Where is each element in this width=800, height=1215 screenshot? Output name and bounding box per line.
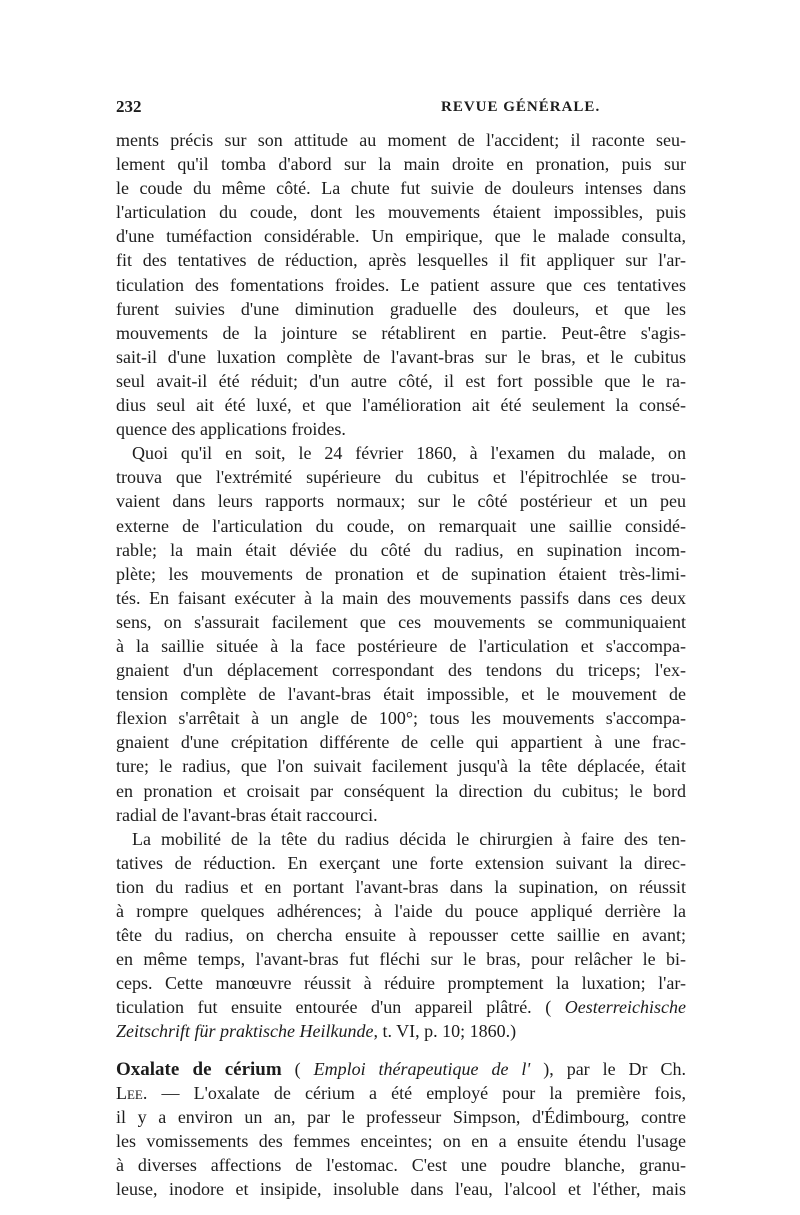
section-heading-line: Oxalate de cérium ( Emploi thérapeutique de l' ), par le Dr Ch.: [116, 1058, 687, 1080]
section-oxalate: [116, 1057, 686, 1202]
text-line: gnaient d'un déplacement correspondant des tendons du triceps; l'ex-: [116, 660, 686, 681]
text-line: tête du radius, on chercha ensuite à repousser cette saillie en avant;: [116, 925, 686, 946]
text-line: ticulation fut ensuite entourée d'un appareil plâtré. ( Oesterreichische: [116, 997, 687, 1018]
author-name: Lee.: [116, 1082, 148, 1103]
text-line: d'une tuméfaction considérable. Un empirique, que le malade consulta,: [116, 226, 686, 247]
text-line: gnaient d'une crépitation différente de celle qui appartient à une frac-: [116, 732, 686, 753]
text-line: vaient dans leurs rapports normaux; sur le côté postérieur et un peu: [116, 491, 686, 512]
text-line: radial de l'avant-bras était raccourci.: [116, 804, 378, 825]
text-line: fit des tentatives de réduction, après lesquelles il fit appliquer sur l'ar-: [116, 250, 686, 271]
text-line: sens, on s'assurait facilement que ces mouvements se communiquaient: [116, 611, 686, 632]
text-line: externe de l'articulation du coude, on remarquait une saillie considé-: [116, 515, 686, 536]
text-line: trouva que l'extrémité supérieure du cubitus et l'épitrochlée se trou-: [116, 467, 686, 488]
text-line: les vomissements des femmes enceintes; on en a ensuite étendu l'usage: [116, 1130, 686, 1151]
text-line: ments précis sur son attitude au moment de l'accident; il raconte seu-: [116, 130, 686, 150]
text-line: tension complète de l'avant-bras était impossible, et le mouvement de: [116, 684, 686, 705]
text-line: plète; les mouvements de pronation et de supination étaient très-limi-: [116, 563, 686, 584]
citation-line: [116, 1019, 686, 1043]
paragraph-2: [116, 441, 686, 827]
text-line: sait-il d'une luxation complète de l'avant-bras sur le bras, et le cubitus: [116, 346, 686, 367]
text-line: leuse, inodore et insipide, insoluble dans l'eau, l'alcool et l'éther, mais: [116, 1179, 686, 1200]
text-line: le coude du même côté. La chute fut suivie de douleurs intenses dans: [116, 178, 686, 199]
text-line: ture; le radius, que l'on suivait facilement jusqu'à la tête déplacée, était: [116, 756, 686, 777]
page-header: [116, 97, 686, 127]
text-line: à la saillie située à la face postérieure de l'articulation et s'accompa-: [116, 635, 686, 656]
text-line: il y a environ un an, par le professeur Simpson, d'Édimbourg, contre: [116, 1106, 686, 1127]
text-segment: — L'oxalate de cérium a été employé pour la première fois,: [161, 1082, 686, 1103]
text-line: tés. En faisant exécuter à la main des mouvements passifs dans ces deux: [116, 587, 686, 608]
text-line: quence des applications froides.: [116, 419, 346, 440]
text-line: dius seul ait été luxé, et que l'amélioration ait été seulement la consé-: [116, 395, 686, 416]
running-title: REVUE GÉNÉRALE.: [441, 99, 601, 115]
text-segment: ticulation fut ensuite entourée d'un appareil plâtré.: [116, 997, 532, 1018]
section-subtitle: Emploi thérapeutique de l': [313, 1058, 531, 1079]
text-line: mouvements de la jointure se rétablirent en partie. Peut-être s'agis-: [116, 322, 686, 343]
section-title: Oxalate de cérium: [116, 1058, 282, 1080]
text-line: tatives de réduction. En exerçant une forte extension suivant la direc-: [116, 852, 686, 873]
text-line: en pronation et croisait par conséquent la direction du cubitus; le bord: [116, 780, 686, 801]
text-line: flexion s'arrêtait à un angle de 100°; tous les mouvements s'accompa-: [116, 708, 686, 729]
text-line: seul avait-il été réduit; d'un autre côté, il est fort possible que le ra-: [116, 370, 686, 391]
text-line: Quoi qu'il en soit, le 24 février 1860, à l'examen du malade, on: [132, 443, 686, 464]
text-line: à rompre quelques adhérences; à l'aide du pouce appliqué derrière la: [116, 901, 686, 921]
text-line: ticulation des fomentations froides. Le patient assure que ces tentatives: [116, 274, 686, 295]
page-number: 232: [116, 97, 142, 116]
text-line: rable; la main était déviée du côté du radius, en supination incom-: [116, 539, 686, 560]
text-line: à diverses affections de l'estomac. C'est une poudre blanche, granu-: [116, 1154, 686, 1175]
paragraph-1: [116, 128, 686, 441]
text-line: en même temps, l'avant-bras fut fléchi sur le bras, pour relâcher le bi-: [116, 949, 686, 970]
author-prefix: par le Dr Ch.: [566, 1058, 687, 1079]
paragraph-3: [116, 827, 686, 1044]
citation-details: , t. VI, p. 10; 1860.): [373, 1021, 517, 1042]
section-gap: [116, 1044, 686, 1057]
citation-journal: Oesterreichische: [564, 997, 687, 1018]
text-line: lement qu'il tomba d'abord sur la main droite en pronation, puis sur: [116, 154, 686, 175]
text-line: furent suivies d'une diminution graduelle des douleurs, et que les: [116, 298, 686, 319]
text-line: [116, 1081, 686, 1105]
text-line: La mobilité de la tête du radius décida le chirurgien à faire des ten-: [132, 828, 686, 849]
citation-journal-continued: Zeitschrift für praktische Heilkunde: [116, 1021, 374, 1042]
text-line: l'articulation du coude, dont les mouvements étaient impossibles, puis: [116, 202, 686, 223]
body-text: [116, 128, 686, 1201]
text-line: ceps. Cette manœuvre réussit à réduire promptement la luxation; l'ar-: [116, 973, 686, 994]
text-line: tion du radius et en portant l'avant-bras dans la supination, on réussit: [116, 876, 686, 897]
